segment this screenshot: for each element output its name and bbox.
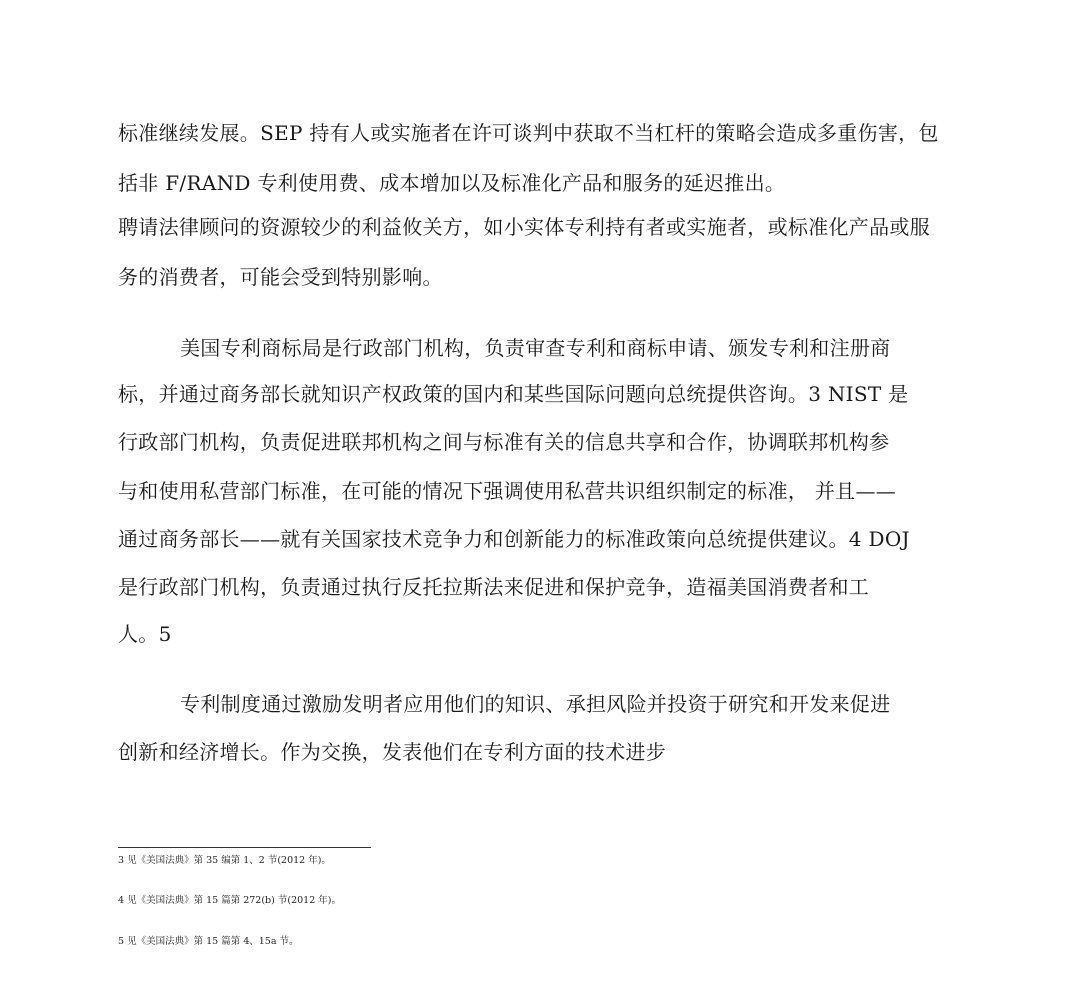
body-line: 是行政部门机构，负责通过执行反托拉斯法来促进和保护竞争，造福美国消费者和工 [118,575,870,599]
body-line: 专利制度通过激励发明者应用他们的知识、承担风险并投资于研究和开发来促进 [180,692,891,716]
body-line: 务的消费者，可能会受到特别影响。 [118,265,443,289]
body-line: 标准继续发展。SEP 持有人或实施者在许可谈判中获取不当杠杆的策略会造成多重伤害，包 [118,121,939,145]
body-line: 聘请法律顾问的资源较少的利益攸关方，如小实体专利持有者或实施者，或标准化产品或服 [118,215,930,239]
body-line: 标，并通过商务部长就知识产权政策的国内和某些国际问题向总统提供咨询。3 NIST 是 [118,382,909,406]
footnote: 4 见《美国法典》第 15 篇第 272(b) 节(2012 年)。 [118,895,341,906]
body-line: 与和使用私营部门标准，在可能的情况下强调使用私营共识组织制定的标准， 并且—— [118,479,897,503]
body-line: 创新和经济增长。作为交换，发表他们在专利方面的技术进步 [118,740,667,764]
footnote: 3 见《美国法典》第 35 编第 1、2 节(2012 年)。 [118,855,331,866]
footnote: 5 见《美国法典》第 15 篇第 4、15a 节。 [118,936,299,947]
footnote-separator [118,847,371,848]
body-line: 通过商务部长——就有关国家技术竞争力和创新能力的标准政策向总统提供建议。4 DOJ [118,527,910,551]
body-line: 美国专利商标局是行政部门机构，负责审查专利和商标申请、颁发专利和注册商 [180,336,891,360]
body-line: 人。5 [118,622,172,646]
body-line: 括非 F/RAND 专利使用费、成本增加以及标准化产品和服务的延迟推出。 [118,171,786,195]
body-line: 行政部门机构，负责促进联邦机构之间与标准有关的信息共享和合作，协调联邦机构参 [118,430,890,454]
